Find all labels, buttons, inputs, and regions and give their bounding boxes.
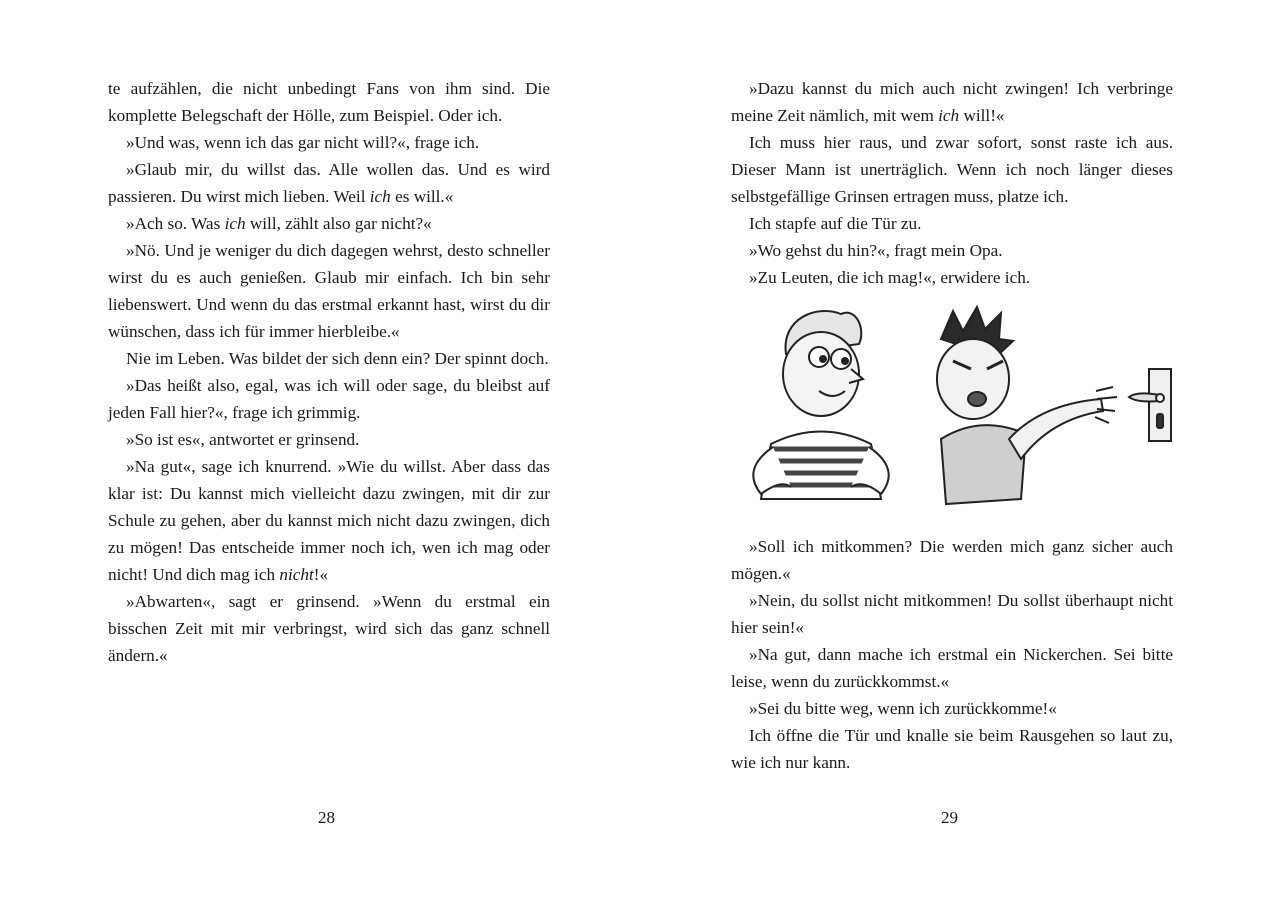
paragraph <box>108 345 550 372</box>
text-run: »Sei du bitte weg, wenn ich zurückkomme!« <box>749 699 1057 718</box>
text-run: »Soll ich mitkommen? Die werden mich ganz sicher auch mögen.« <box>731 537 1173 583</box>
left-page <box>108 75 550 669</box>
paragraph <box>108 588 550 669</box>
text-run: »Glaub mir, du willst das. Alle wollen das. Und es wird passieren. Du wirst mich lieben. Weil <box>108 160 550 206</box>
right-page-text-top <box>731 75 1173 291</box>
page-number-left: 28 <box>318 808 335 827</box>
italic-run: ich <box>224 214 246 233</box>
paragraph <box>108 210 550 237</box>
text-run: »Nein, du sollst nicht mitkommen! Du sollst überhaupt nicht hier sein!« <box>731 591 1173 637</box>
paragraph <box>731 210 1173 237</box>
boy-figure <box>937 307 1117 504</box>
paragraph <box>108 75 550 129</box>
text-run: Ich muss hier raus, und zwar sofort, sonst raste ich aus. Dieser Mann ist unerträglich. Wenn ich noch länger dieses selbstgefällige Grinsen ertragen muss, platze ich. <box>731 133 1173 206</box>
paragraph <box>731 695 1173 722</box>
right-page-text-bottom <box>731 533 1173 776</box>
text-run: »So ist es«, antwortet er grinsend. <box>126 430 360 449</box>
text-run: »Zu Leuten, die ich mag!«, erwidere ich. <box>749 268 1031 287</box>
left-page-text <box>108 75 550 669</box>
text-run: will!« <box>959 106 1005 125</box>
text-run: »Wo gehst du hin?«, fragt mein Opa. <box>749 241 1003 260</box>
text-run: »Das heißt also, egal, was ich will oder sage, du bleibst auf jeden Fall hier?«, frage ich grimmig. <box>108 376 550 422</box>
text-run: »Und was, wenn ich das gar nicht will?«, frage ich. <box>126 133 480 152</box>
paragraph <box>731 533 1173 587</box>
illustration-svg <box>741 299 1181 529</box>
page-number-right: 29 <box>941 808 958 827</box>
paragraph <box>108 156 550 210</box>
text-run: es will.« <box>390 187 454 206</box>
paragraph <box>108 453 550 588</box>
paragraph <box>731 587 1173 641</box>
paragraph <box>731 722 1173 776</box>
paragraph <box>108 372 550 426</box>
paragraph <box>731 129 1173 210</box>
paragraph <box>731 237 1173 264</box>
text-run: Nie im Leben. Was bildet der sich denn ein? Der spinnt doch. <box>126 349 549 368</box>
right-page <box>731 75 1173 776</box>
paragraph <box>108 129 550 156</box>
text-run: »Nö. Und je weniger du dich dagegen wehrst, desto schneller wirst du es auch genießen. Glaub mir einfach. Ich bin sehr liebenswert. Und wenn du das erstmal erkannt hast, wirst du dir wünschen, dass ich für immer hierbleibe.« <box>108 241 550 341</box>
italic-run: nicht <box>279 565 314 584</box>
text-run: »Ach so. Was <box>126 214 225 233</box>
italic-run: ich <box>369 187 391 206</box>
text-run: te aufzählen, die nicht unbedingt Fans von ihm sind. Die komplette Belegschaft der Hölle, zum Beispiel. Oder ich. <box>108 79 550 125</box>
door-handle <box>1129 369 1171 441</box>
text-run: »Na gut, dann mache ich erstmal ein Nickerchen. Sei bitte leise, wenn du zurückkommst.« <box>731 645 1173 691</box>
text-run: »Na gut«, sage ich knurrend. »Wie du willst. Aber dass das klar ist: Du kannst mich vielleicht dazu zwingen, mit dir zur Schule zu gehen, aber du kannst mich nicht dazu zwingen, dich zu mögen! Das entscheide immer noch ich, wen ich mag oder nicht! Und dich mag ich <box>108 457 550 584</box>
opa-figure <box>753 311 888 499</box>
paragraph <box>108 426 550 453</box>
text-run: »Dazu kannst du mich auch nicht zwingen! Ich verbringe meine Zeit nämlich, mit wem <box>731 79 1173 125</box>
italic-run: ich <box>938 106 960 125</box>
illustration <box>731 299 1173 529</box>
text-run: will, zählt also gar nicht?« <box>245 214 432 233</box>
text-run: »Abwarten«, sagt er grinsend. »Wenn du erstmal ein bisschen Zeit mit mir verbringst, wird sich das ganz schnell ändern.« <box>108 592 550 665</box>
paragraph <box>731 75 1173 129</box>
paragraph <box>731 264 1173 291</box>
text-run: Ich öffne die Tür und knalle sie beim Rausgehen so laut zu, wie ich nur kann. <box>731 726 1173 772</box>
text-run: Ich stapfe auf die Tür zu. <box>749 214 922 233</box>
text-run: !« <box>313 565 329 584</box>
paragraph <box>108 237 550 345</box>
paragraph <box>731 641 1173 695</box>
